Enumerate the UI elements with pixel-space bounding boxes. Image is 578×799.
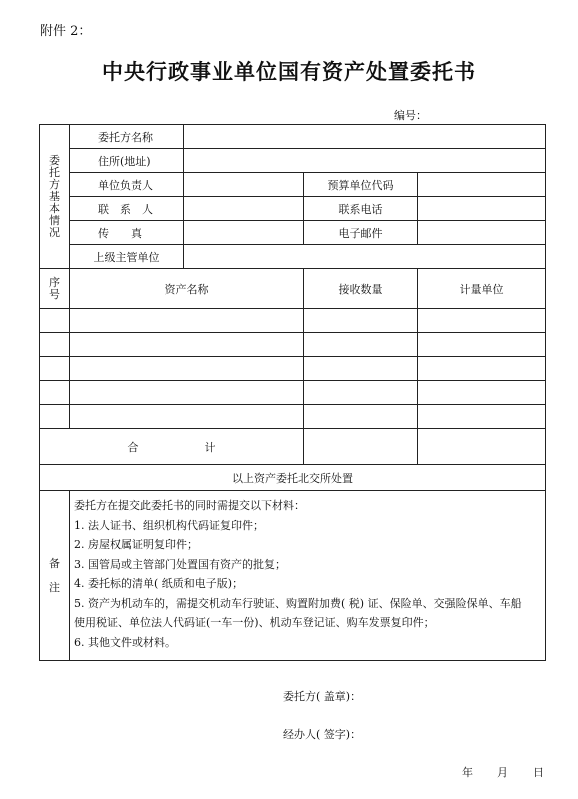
table-row <box>40 357 546 381</box>
serial-number-label: 编号： <box>394 109 427 122</box>
total-label: 合 计 <box>40 429 304 465</box>
entrust-statement: 以上资产委托北交所处置 <box>40 465 546 491</box>
day-label: 日 <box>533 766 544 779</box>
seq-cell[interactable] <box>40 333 70 357</box>
month-label: 月 <box>497 766 508 779</box>
seq-cell[interactable] <box>40 357 70 381</box>
fax-field[interactable] <box>184 221 304 245</box>
seq-cell[interactable] <box>40 381 70 405</box>
notes-line: 1. 法人证书、组织机构代码证复印件； <box>74 518 264 532</box>
budget-code-label: 预算单位代码 <box>304 173 418 197</box>
quantity-header: 接收数量 <box>304 269 418 309</box>
client-name-field[interactable] <box>184 125 546 149</box>
asset-name-cell[interactable] <box>70 333 304 357</box>
contact-label: 联 系 人 <box>70 197 184 221</box>
seq-cell[interactable] <box>40 309 70 333</box>
seq-cell[interactable] <box>40 405 70 429</box>
unit-cell[interactable] <box>418 405 546 429</box>
table-row <box>40 405 546 429</box>
email-field[interactable] <box>418 221 546 245</box>
notes-line: 委托方在提交此委托书的同时需提交以下材料： <box>74 499 305 512</box>
fax-label: 传 真 <box>70 221 184 245</box>
asset-name-cell[interactable] <box>70 357 304 381</box>
unit-cell[interactable] <box>418 381 546 405</box>
supervisor-label: 上级主管单位 <box>70 245 184 269</box>
person-in-charge-field[interactable] <box>184 173 304 197</box>
table-row <box>40 381 546 405</box>
year-label: 年 <box>462 766 473 779</box>
unit-cell[interactable] <box>418 309 546 333</box>
address-field[interactable] <box>184 149 546 173</box>
unit-cell[interactable] <box>418 333 546 357</box>
quantity-cell[interactable] <box>304 381 418 405</box>
quantity-cell[interactable] <box>304 357 418 381</box>
quantity-cell[interactable] <box>304 333 418 357</box>
asset-name-cell[interactable] <box>70 381 304 405</box>
quantity-cell[interactable] <box>304 309 418 333</box>
notes-line: 4. 委托标的清单( 纸质和电子版)； <box>74 577 244 590</box>
handler-sign-label: 经办人( 签字)： <box>283 728 362 741</box>
table-row <box>40 309 546 333</box>
notes-side-label: 备 注 <box>40 491 70 661</box>
client-info-side-label: 委 托 方 基 本 情 况 <box>40 125 70 269</box>
person-in-charge-label: 单位负责人 <box>70 173 184 197</box>
email-label: 电子邮件 <box>304 221 418 245</box>
budget-code-field[interactable] <box>418 173 546 197</box>
seq-header: 序 号 <box>40 269 70 309</box>
notes-line: 6. 其他文件或材料。 <box>74 635 176 649</box>
total-unit-cell[interactable] <box>418 429 546 465</box>
unit-header: 计量单位 <box>418 269 546 309</box>
contact-field[interactable] <box>184 197 304 221</box>
notes-line: 2. 房屋权属证明复印件； <box>74 538 198 551</box>
unit-cell[interactable] <box>418 357 546 381</box>
address-label: 住所(地址) <box>70 149 184 173</box>
asset-name-cell[interactable] <box>70 309 304 333</box>
asset-name-header: 资产名称 <box>70 269 304 309</box>
supervisor-field[interactable] <box>184 245 546 269</box>
client-seal-label: 委托方( 盖章)： <box>283 690 362 703</box>
notes-line: 3. 国管局或主管部门处置国有资产的批复； <box>74 557 286 571</box>
phone-field[interactable] <box>418 197 546 221</box>
page-title: 中央行政事业单位国有资产处置委托书 <box>102 59 476 84</box>
total-quantity-cell[interactable] <box>304 429 418 465</box>
asset-name-cell[interactable] <box>70 405 304 429</box>
notes-line: 5. 资产为机动车的，需提交机动车行驶证、购置附加费( 税) 证、保险单、交强险保单、车船 <box>74 596 522 610</box>
attachment-label: 附件 2： <box>40 24 92 39</box>
table-row <box>40 333 546 357</box>
notes-line: 使用税证、单位法人代码证(一车一份)、机动车登记证、购车发票复印件； <box>74 616 435 629</box>
client-name-label: 委托方名称 <box>70 125 184 149</box>
phone-label: 联系电话 <box>304 197 418 221</box>
notes-content <box>70 491 546 661</box>
entrustment-form-table <box>39 124 546 661</box>
quantity-cell[interactable] <box>304 405 418 429</box>
